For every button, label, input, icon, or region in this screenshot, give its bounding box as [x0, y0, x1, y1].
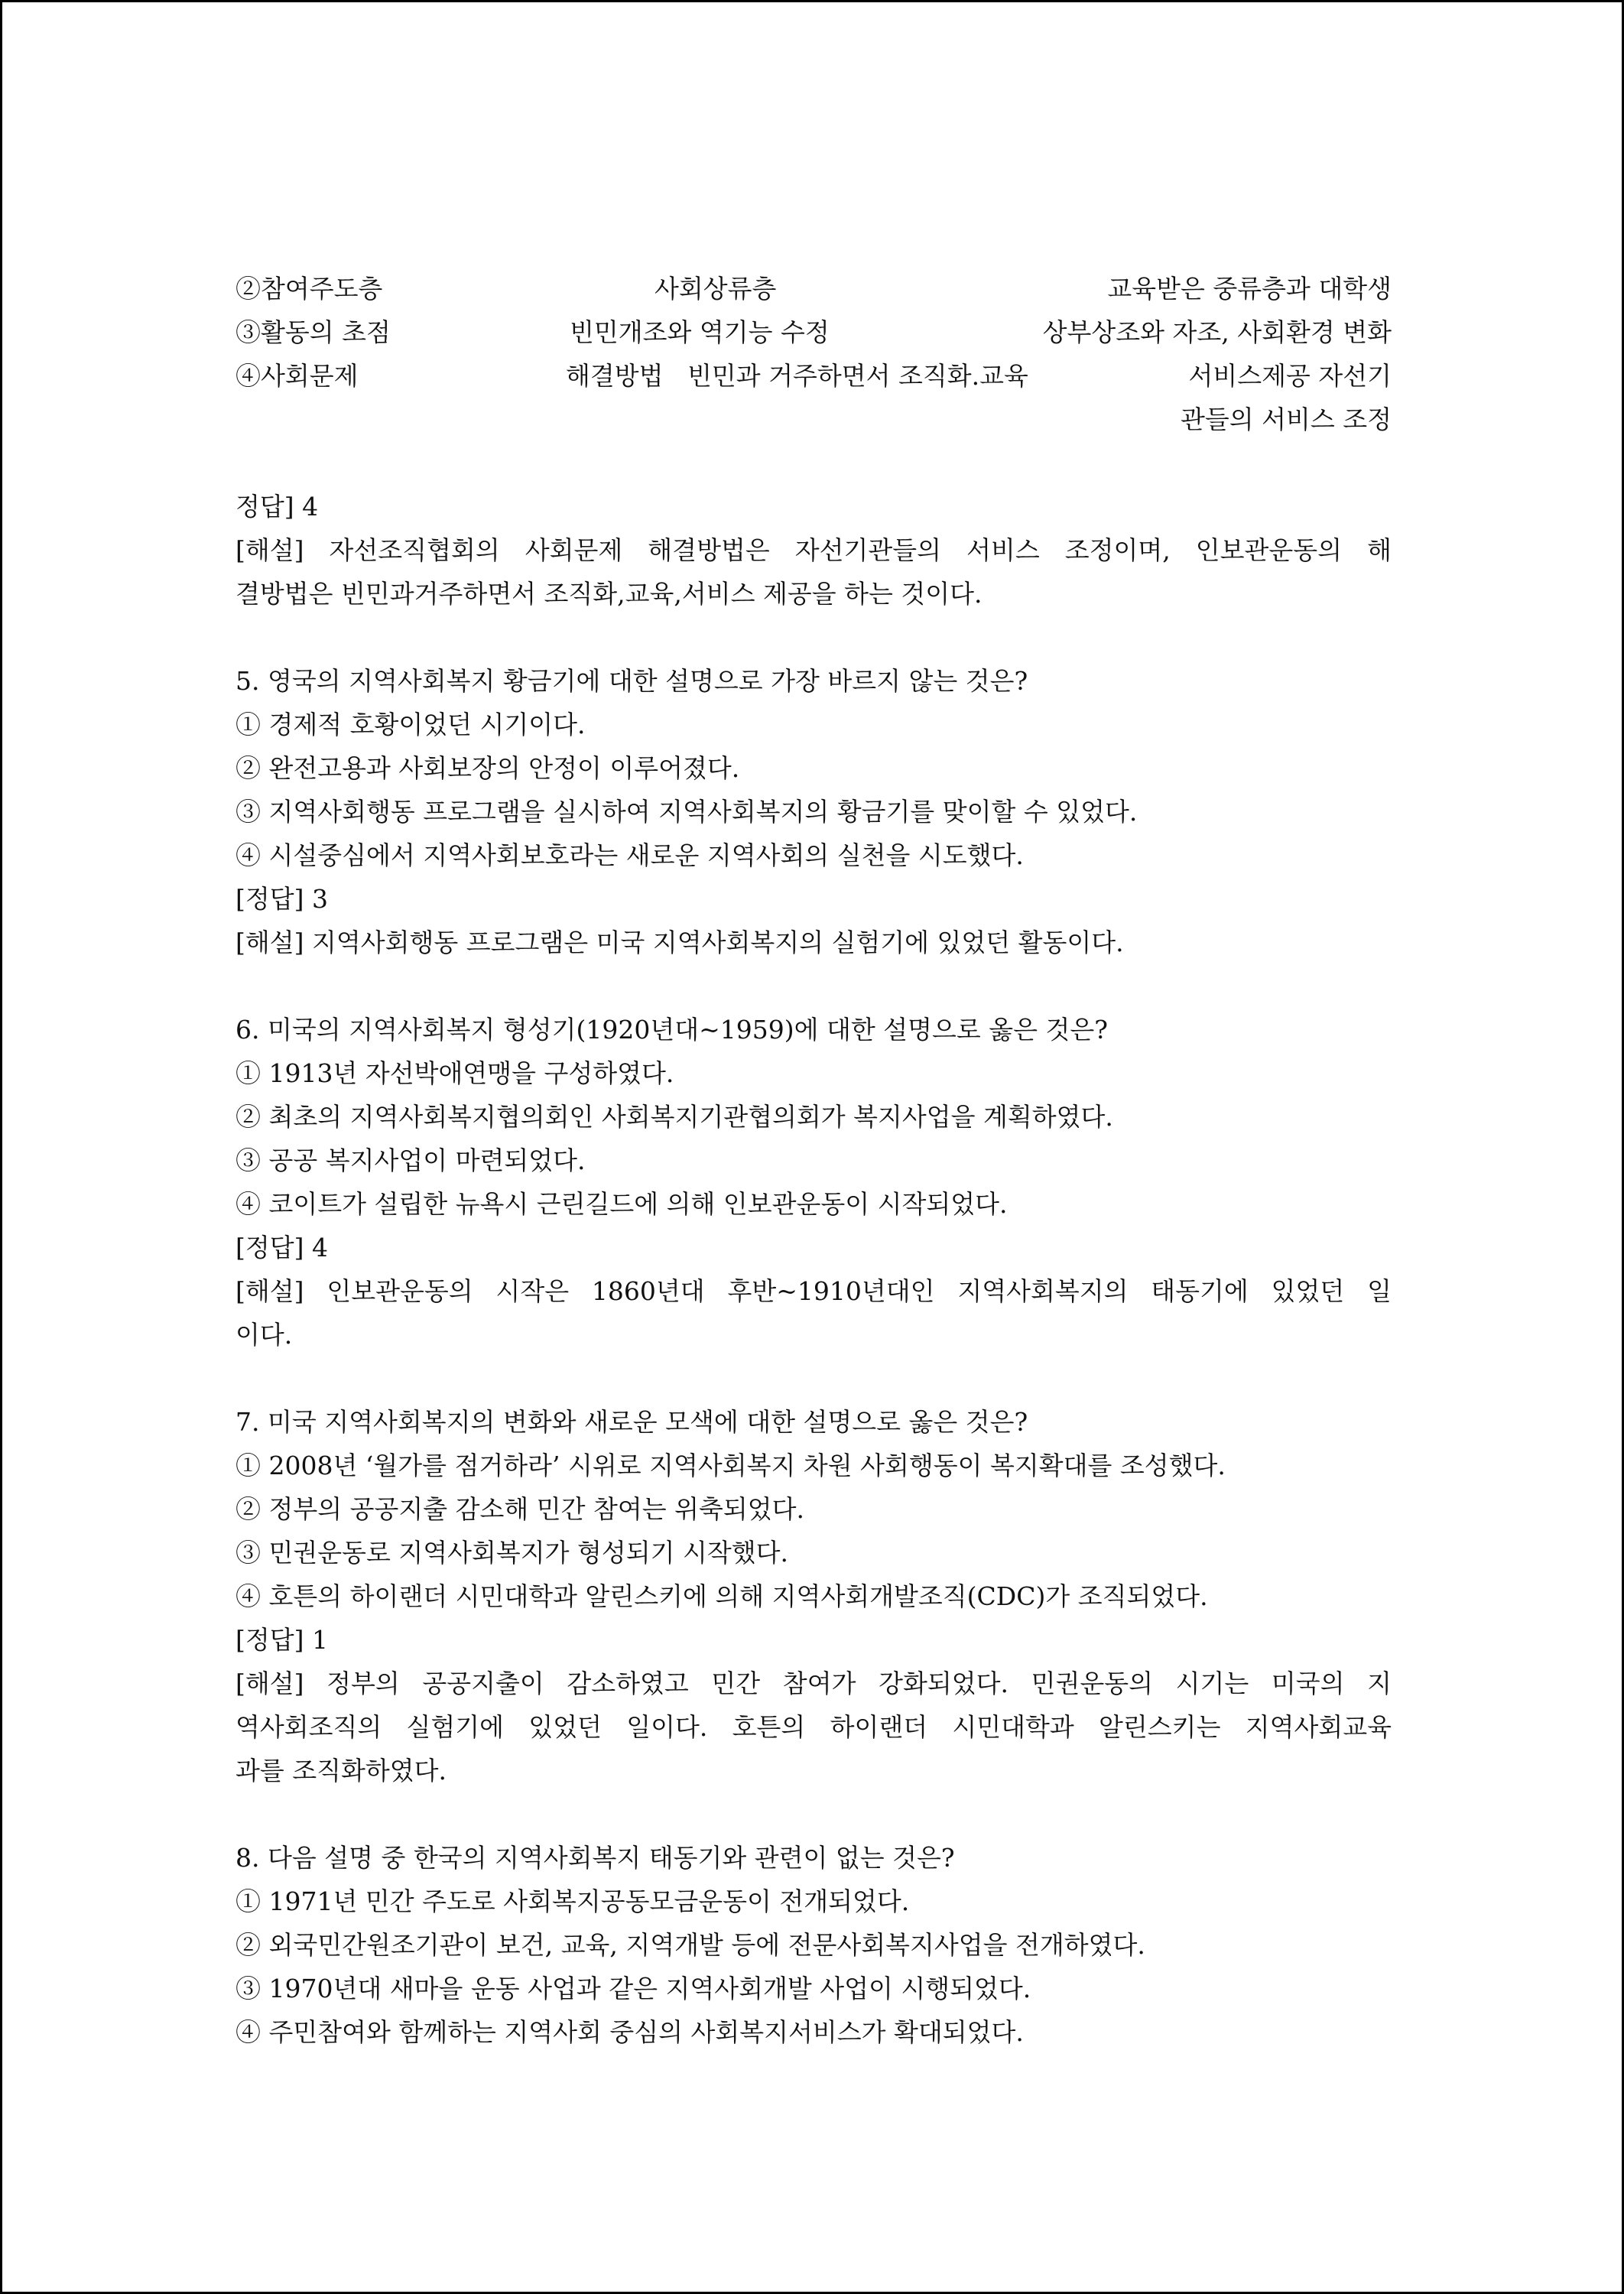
table-cell: 빈민개조와 역기능 수정 — [570, 317, 830, 347]
option-item: ① 경제적 호황이었던 시기이다. — [235, 710, 586, 739]
table-row — [235, 267, 1392, 310]
option-item: ③ 공공 복지사업이 마련되었다. — [235, 1145, 586, 1175]
spacer — [235, 441, 1392, 485]
option-item: ④ 시설중심에서 지역사회보호라는 새로운 지역사회의 실천을 시도했다. — [235, 840, 1024, 870]
table-row — [235, 398, 1392, 441]
question-title: 6. 미국의 지역사회복지 형성기(1920년대~1959)에 대한 설명으로 옳은 것은? — [235, 1015, 1108, 1045]
spacer — [235, 1792, 1392, 1836]
table-row — [235, 310, 1392, 354]
table-cell: 관들의 서비스 조정 — [1180, 405, 1392, 434]
explanation-line: [해설] 지역사회행동 프로그램은 미국 지역사회복지의 실험기에 있었던 활동이다. — [235, 928, 1124, 957]
table-cell: 사회상류층 — [654, 274, 777, 304]
option-item: ② 완전고용과 사회보장의 안정이 이루어졌다. — [235, 753, 740, 783]
page-content — [235, 267, 1392, 2054]
question-title: 7. 미국 지역사회복지의 변화와 새로운 모색에 대한 설명으로 옳은 것은? — [235, 1407, 1028, 1437]
table-row-label: ②참여주도층 — [235, 274, 383, 304]
question-title: 8. 다음 설명 중 한국의 지역사회복지 태동기와 관련이 없는 것은? — [235, 1843, 955, 1873]
spacer — [235, 1357, 1392, 1400]
option-item: ③ 지역사회행동 프로그램을 실시하여 지역사회복지의 황금기를 맞이할 수 있었다. — [235, 797, 1138, 827]
option-item: ③ 1970년대 새마을 운동 사업과 같은 지역사회개발 사업이 시행되었다. — [235, 1974, 1031, 2003]
option-item: ④ 주민참여와 함께하는 지역사회 중심의 사회복지서비스가 확대되었다. — [235, 2017, 1024, 2047]
explanation-line: 결방법은 빈민과거주하면서 조직화,교육,서비스 제공을 하는 것이다. — [235, 579, 983, 609]
option-item: ④ 코이트가 설립한 뉴욕시 근린길드에 의해 인보관운동이 시작되었다. — [235, 1189, 1008, 1219]
option-item: ② 최초의 지역사회복지협의회인 사회복지기관협의회가 복지사업을 계획하였다. — [235, 1102, 1113, 1132]
question-title: 5. 영국의 지역사회복지 황금기에 대한 설명으로 가장 바르지 않는 것은? — [235, 666, 1028, 696]
explanation-line: 역사회조직의 실험기에 있었던 일이다. 호튼의 하이랜더 시민대학과 알린스키는 지역사회교육 — [235, 1712, 1392, 1742]
option-item: ① 2008년 ‘월가를 점거하라’ 시위로 지역사회복지 차원 사회행동이 복지확대를 조성했다. — [235, 1451, 1226, 1480]
table-cell: 해결방법 빈민과 거주하면서 조직화.교육 — [566, 361, 1028, 391]
spacer — [235, 964, 1392, 1008]
answer-line: [정답] 1 — [235, 1625, 328, 1655]
answer-line: [정답] 4 — [235, 1233, 328, 1262]
table-row-label: ④사회문제 — [235, 361, 359, 391]
answer-line: 정답] 4 — [235, 492, 319, 522]
option-item: ④ 호튼의 하이랜더 시민대학과 알린스키에 의해 지역사회개발조직(CDC)가 조직되었다. — [235, 1581, 1208, 1611]
table-cell: 상부상조와 자조, 사회환경 변화 — [1042, 317, 1392, 347]
table-cell: 서비스제공 자선기 — [1188, 361, 1392, 391]
explanation-line: [해설] 정부의 공공지출이 감소하였고 민간 참여가 강화되었다. 민권운동의 시기는 미국의 지 — [235, 1669, 1392, 1698]
explanation-line: 이다. — [235, 1320, 293, 1350]
explanation-line: [해설] 자선조직협회의 사회문제 해결방법은 자선기관들의 서비스 조정이며, 인보관운동의 해 — [235, 535, 1392, 565]
table-row-label: ③활동의 초점 — [235, 317, 391, 347]
table-cell: 교육받은 중류층과 대학생 — [1107, 274, 1392, 304]
table-row — [235, 354, 1392, 398]
explanation-line: [해설] 인보관운동의 시작은 1860년대 후반~1910년대인 지역사회복지의 태동기에 있었던 일 — [235, 1276, 1392, 1306]
option-item: ③ 민권운동로 지역사회복지가 형성되기 시작했다. — [235, 1538, 789, 1568]
option-item: ② 정부의 공공지출 감소해 민간 참여는 위축되었다. — [235, 1494, 804, 1524]
option-item: ① 1971년 민간 주도로 사회복지공동모금운동이 전개되었다. — [235, 1886, 910, 1916]
explanation-line: 과를 조직화하였다. — [235, 1756, 447, 1785]
option-item: ① 1913년 자선박애연맹을 구성하였다. — [235, 1058, 674, 1088]
option-item: ② 외국민간원조기관이 보건, 교육, 지역개발 등에 전문사회복지사업을 전개하였다. — [235, 1930, 1145, 1960]
answer-line: [정답] 3 — [235, 884, 328, 914]
spacer — [235, 616, 1392, 659]
